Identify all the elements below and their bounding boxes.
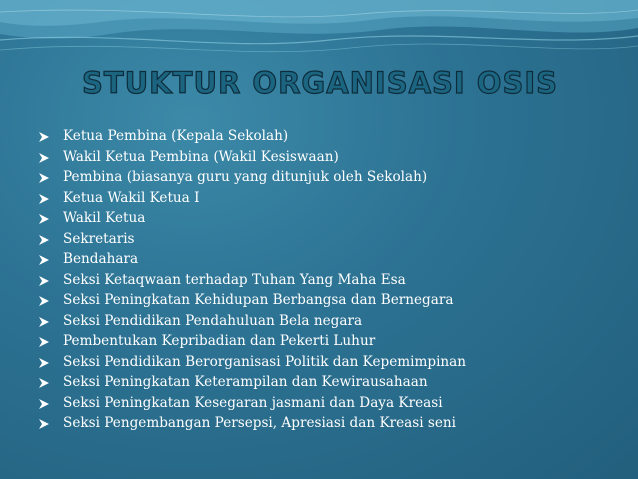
- list-item-text: Wakil Ketua Pembina (Wakil Kesiswaan): [63, 148, 339, 165]
- list-item-text: Seksi Pendidikan Berorganisasi Politik dan Kepemimpinan: [63, 353, 467, 370]
- arrowhead-bullet-icon: [38, 192, 63, 204]
- list-item: [38, 372, 466, 393]
- list-item-text: Seksi Ketaqwaan terhadap Tuhan Yang Maha Esa: [63, 271, 406, 288]
- list-item: [38, 147, 466, 168]
- list-item: [38, 229, 466, 250]
- arrowhead-bullet-icon: [38, 376, 63, 388]
- list-item-text: Bendahara: [63, 251, 139, 267]
- list-item: [38, 270, 466, 291]
- list-item: [38, 352, 466, 373]
- slide-title: STUKTUR ORGANISASI OSIS: [81, 66, 559, 100]
- arrowhead-bullet-icon: [38, 356, 63, 368]
- arrowhead-bullet-icon: [38, 274, 63, 286]
- list-item: [38, 126, 466, 147]
- arrowhead-bullet-icon: [38, 171, 63, 183]
- list-item-text: Seksi Peningkatan Keterampilan dan Kewirausahaan: [63, 374, 428, 390]
- list-item-text: Seksi Pendidikan Pendahuluan Bela negara: [63, 312, 363, 329]
- arrowhead-bullet-icon: [38, 212, 63, 224]
- arrowhead-bullet-icon: [38, 151, 63, 163]
- arrowhead-bullet-icon: [38, 294, 63, 306]
- arrowhead-bullet-icon: [38, 253, 63, 265]
- arrowhead-bullet-icon: [38, 335, 63, 347]
- list-item: [38, 188, 466, 209]
- list-item: [38, 208, 466, 229]
- arrowhead-bullet-icon: [38, 315, 63, 327]
- list-item: [38, 331, 466, 352]
- list-item: [38, 413, 466, 434]
- list-item-text: Pembina (biasanya guru yang ditunjuk oleh Sekolah): [63, 169, 428, 185]
- list-item: [38, 311, 466, 332]
- list-item-text: Seksi Pengembangan Persepsi, Apresiasi dan Kreasi seni: [63, 415, 457, 431]
- list-item: [38, 393, 466, 414]
- list-item-text: Ketua Pembina (Kepala Sekolah): [63, 128, 289, 144]
- organization-list: [38, 126, 466, 434]
- list-item: [38, 249, 466, 270]
- list-item-text: Seksi Peningkatan Kesegaran jasmani dan Daya Kreasi: [63, 394, 443, 411]
- list-item-text: Sekretaris: [63, 230, 135, 247]
- arrowhead-bullet-icon: [38, 233, 63, 245]
- list-item-text: Seksi Peningkatan Kehidupan Berbangsa dan Bernegara: [63, 292, 454, 308]
- list-item: [38, 167, 466, 188]
- list-item-text: Ketua Wakil Ketua I: [63, 189, 200, 206]
- list-item-text: Wakil Ketua: [63, 210, 146, 226]
- list-item: [38, 290, 466, 311]
- list-item-text: Pembentukan Kepribadian dan Pekerti Luhur: [63, 333, 376, 349]
- arrowhead-bullet-icon: [38, 417, 63, 429]
- arrowhead-bullet-icon: [38, 397, 63, 409]
- arrowhead-bullet-icon: [38, 130, 63, 142]
